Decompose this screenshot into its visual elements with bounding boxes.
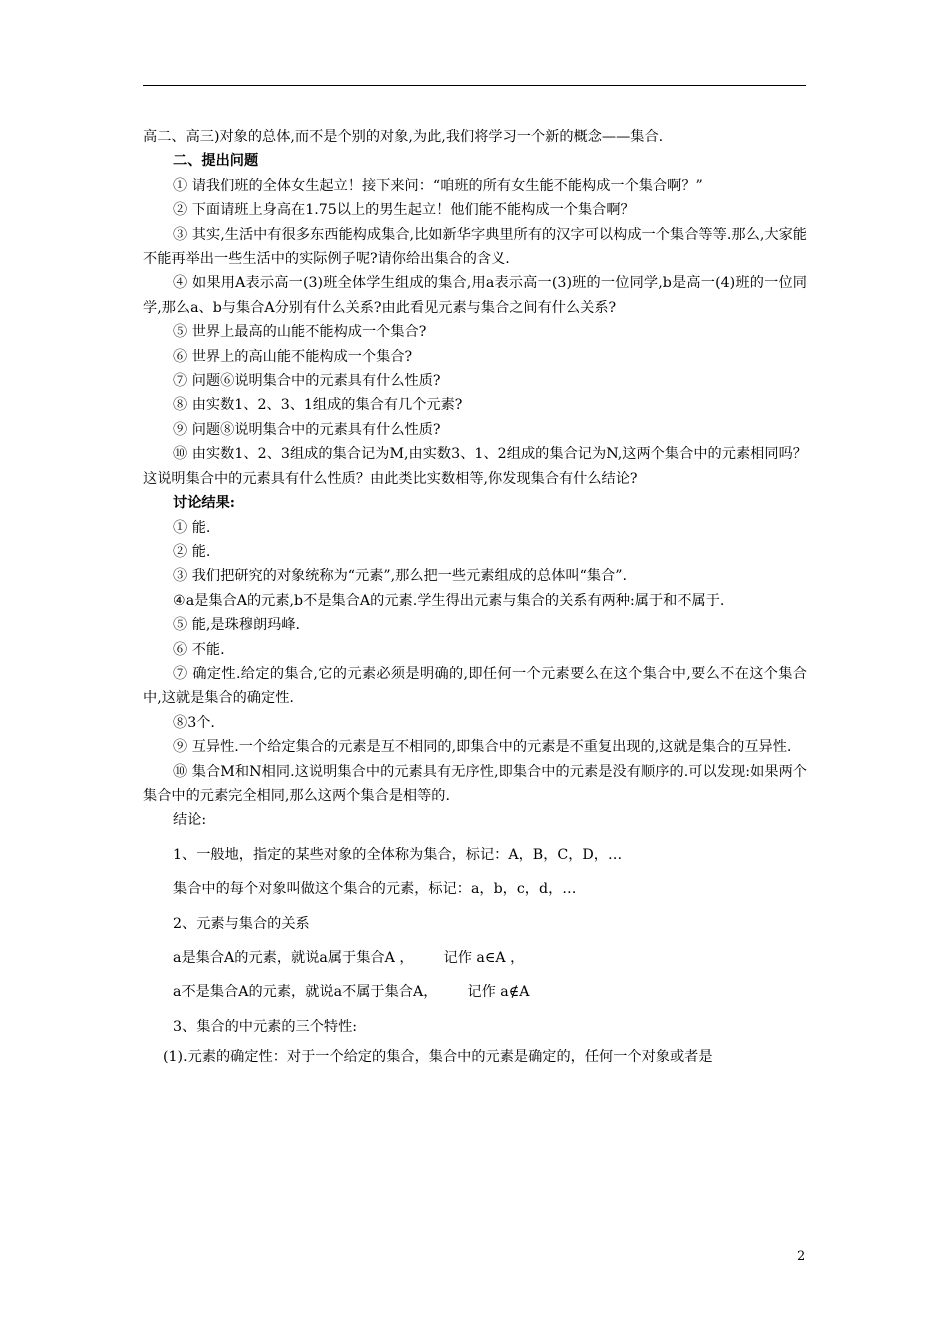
question-2: ② 下面请班上身高在1.75以上的男生起立！他们能不能构成一个集合啊？ [173,202,635,219]
not-belongs-notation: 记作 a∉A [467,984,530,1001]
answer-8: ⑧3个. [173,714,215,731]
property-determinacy: (1).元素的确定性：对于一个给定的集合，集合中的元素是确定的，任何一个对象或者是 [163,1049,713,1066]
conclusion-3: 3、集合的中元素的三个特性: [173,1018,358,1035]
answer-2: ② 能. [173,543,211,560]
conclusion-2: 2、元素与集合的关系 [173,915,310,932]
not-belongs-text: a不是集合A的元素，就说a不属于集合A， [173,984,438,1001]
question-10: ⑩ 由实数1、2、3组成的集合记为M,由实数3、1、2组成的集合记为N,这两个集合中的元素相同吗？这说明集合中的元素具有什么性质？由此类比实数相等,你发现集合有什么结论? [143,446,807,487]
conclusion-1: 1、一般地，指定的某些对象的全体称为集合，标记：A，B，C，D，… [173,846,623,863]
answer-4: ④a是集合A的元素,b不是集合A的元素.学生得出元素与集合的关系有两种:属于和不属于. [173,592,725,609]
belongs-text: a是集合A的元素，就说a属于集合A ， [173,950,414,966]
section-heading-questions: 二、提出问题 [173,153,259,170]
answer-3: ③ 我们把研究的对象统称为“元素”,那么把一些元素组成的总体叫“集合”. [173,568,627,585]
answer-6: ⑥ 不能. [173,641,225,658]
not-belongs-relation [143,980,807,1004]
header-rule [143,85,806,86]
question-7: ⑦ 问题⑥说明集合中的元素具有什么性质? [173,373,441,390]
conclusion-heading: 结论: [173,812,207,829]
belongs-notation: 记作 a∈A ， [443,950,525,966]
question-8: ⑧ 由实数1、2、3、1组成的集合有几个元素? [173,397,463,414]
question-1: ① 请我们班的全体女生起立！接下来问：“咱班的所有女生能不能构成一个集合啊？” [173,177,703,194]
question-6: ⑥ 世界上的高山能不能构成一个集合? [173,348,413,365]
page-number: 2 [797,1249,806,1264]
question-4: ④ 如果用A表示高一(3)班全体学生组成的集合,用a表示高一(3)班的一位同学,b是高一(4)班的一位同学,那么a、b与集合A分别有什么关系?由此看见元素与集合之间有什么关系? [143,275,807,316]
answer-7: ⑦ 确定性.给定的集合,它的元素必须是明确的,即任何一个元素要么在这个集合中,要么不在这个集合中,这就是集合的确定性. [143,665,807,707]
answer-1: ① 能. [173,519,211,536]
belongs-relation [143,946,807,970]
answer-10: ⑩ 集合M和N相同.这说明集合中的元素具有无序性,即集合中的元素是没有顺序的.可以发现:如果两个集合中的元素完全相同,那么这两个集合是相等的. [143,763,807,804]
question-3: ③ 其实,生活中有很多东西能构成集合,比如新华字典里所有的汉字可以构成一个集合等等.那么,大家能不能再举出一些生活中的实际例子呢?请你给出集合的含义. [143,226,807,268]
conclusion-element-notation: 集合中的每个对象叫做这个集合的元素，标记：a，b，c，d，… [173,881,577,898]
answer-5: ⑤ 能,是珠穆朗玛峰. [173,617,301,634]
answer-9: ⑨ 互异性.一个给定集合的元素是互不相同的,即集合中的元素是不重复出现的,这就是集合的互异性. [173,739,792,756]
question-5: ⑤ 世界上最高的山能不能构成一个集合? [173,324,427,341]
paragraph-continuation: 高二、高三)对象的总体,而不是个别的对象,为此,我们将学习一个新的概念——集合. [143,129,664,145]
section-heading-results: 讨论结果: [173,495,235,512]
question-9: ⑨ 问题⑧说明集合中的元素具有什么性质? [173,421,441,438]
document-body [143,125,807,1070]
